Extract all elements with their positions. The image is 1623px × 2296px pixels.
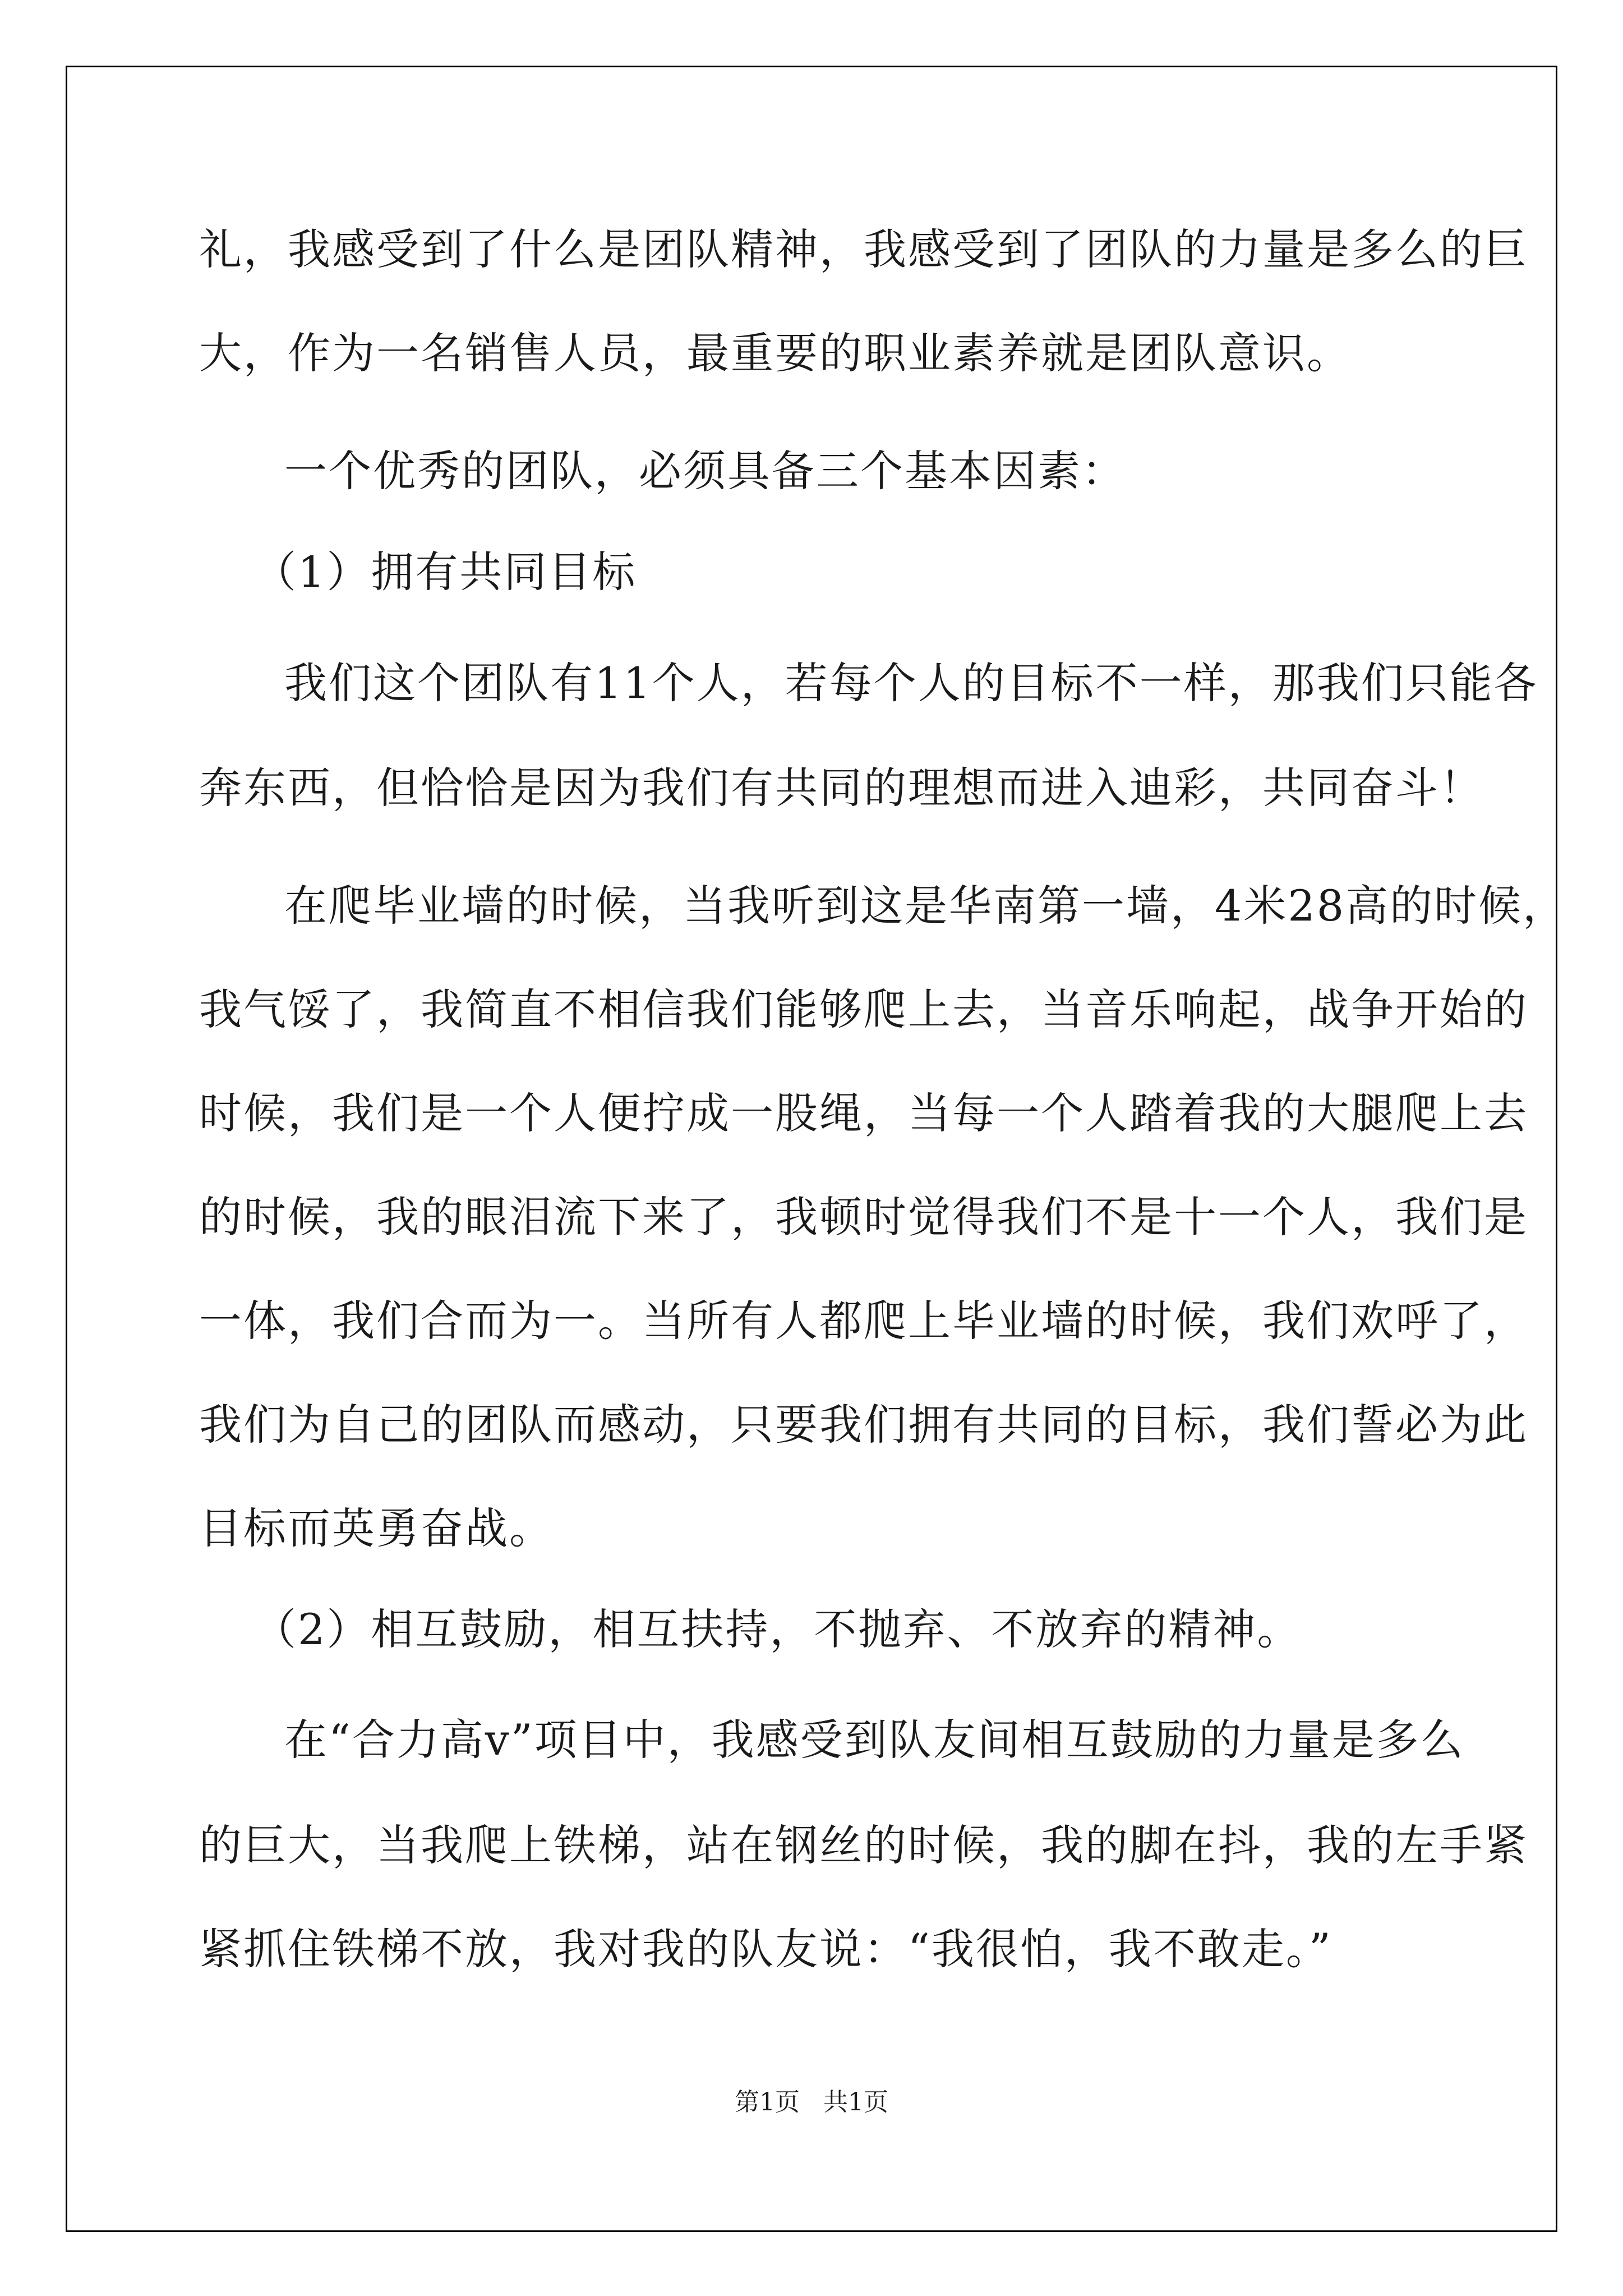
paragraph-line: 奔东西，但恰恰是因为我们有共同的理想而进入迪彩，共同奋斗！ <box>199 763 1484 813</box>
page-number-footer: 第1页 共1页 <box>735 2088 888 2116</box>
paragraph-line: 我气馁了，我简直不相信我们能够爬上去，当音乐响起，战争开始的 <box>199 984 1528 1034</box>
page-border <box>66 66 1567 2232</box>
paragraph-line: 的巨大，当我爬上铁梯，站在钢丝的时候，我的脚在抖，我的左手紧 <box>199 1820 1528 1870</box>
paragraph-line: 一体，我们合而为一。当所有人都爬上毕业墙的时候，我们欢呼了， <box>199 1296 1528 1346</box>
paragraph-line: 在爬毕业墙的时候，当我听到这是华南第一墙，4米28高的时候， <box>284 881 1567 931</box>
section-heading: （2）相互鼓励，相互扶持，不抛弃、不放弃的精神。 <box>253 1604 1302 1654</box>
paragraph-line: 我们这个团队有11个人，若每个人的目标不一样，那我们只能各 <box>284 658 1538 708</box>
paragraph-line: 大，作为一名销售人员，最重要的职业素养就是团队意识。 <box>199 328 1351 378</box>
paragraph-line: 的时候，我的眼泪流下来了，我顿时觉得我们不是十一个人，我们是 <box>199 1192 1528 1242</box>
paragraph-line: 时候，我们是一个人便拧成一股绳，当每一个人踏着我的大腿爬上去 <box>199 1088 1528 1138</box>
paragraph-line: 目标而英勇奋战。 <box>199 1503 554 1553</box>
section-heading: （1）拥有共同目标 <box>253 547 637 597</box>
paragraph-line: 礼，我感受到了什么是团队精神，我感受到了团队的力量是多么的巨 <box>199 224 1528 274</box>
paragraph-line: 紧抓住铁梯不放，我对我的队友说：“我很怕，我不敢走。” <box>199 1924 1332 1974</box>
paragraph-line: 我们为自己的团队而感动，只要我们拥有共同的目标，我们誓必为此 <box>199 1400 1528 1450</box>
paragraph-line: 在“合力高v”项目中，我感受到队友间相互鼓励的力量是多么 <box>284 1715 1465 1765</box>
paragraph-line: 一个优秀的团队，必须具备三个基本因素： <box>284 446 1126 496</box>
